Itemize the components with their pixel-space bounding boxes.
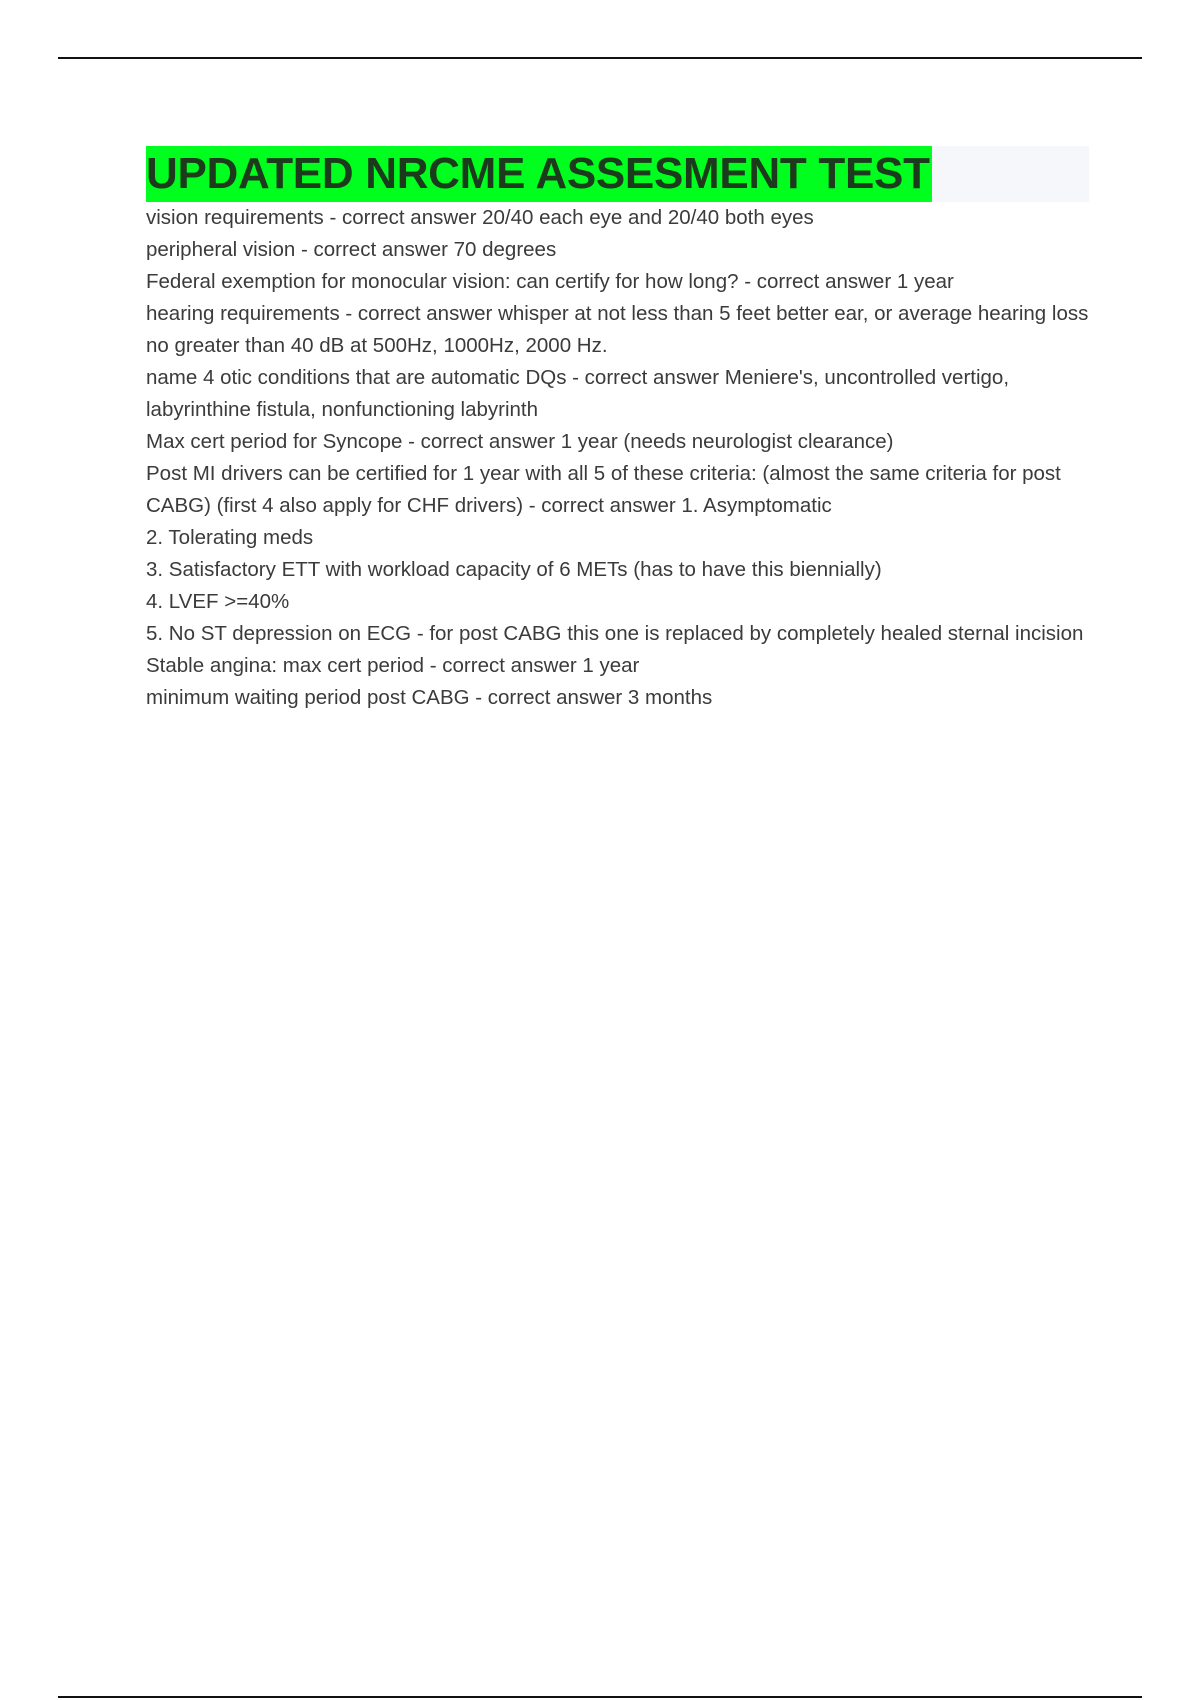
top-rule bbox=[58, 57, 1142, 59]
qa-entry-stable-angina: Stable angina: max cert period - correct answer 1 year bbox=[146, 654, 640, 677]
page-title: UPDATED NRCME ASSESMENT TEST bbox=[146, 146, 932, 202]
qa-subitem: 5. No ST depression on ECG - for post CABG this one is replaced by completely healed sternal incision bbox=[146, 622, 1084, 645]
qa-entry-monocular: Federal exemption for monocular vision: can certify for how long? - correct answer 1 year bbox=[146, 270, 954, 293]
qa-entry-peripheral: peripheral vision - correct answer 70 degrees bbox=[146, 238, 557, 261]
qa-entry-hearing: hearing requirements - correct answer whisper at not less than 5 feet better ear, or average hearing loss no greater than 40 dB at 500Hz, 1000Hz, 2000 Hz. bbox=[146, 302, 1089, 357]
qa-list bbox=[146, 202, 1089, 714]
title-bar bbox=[146, 146, 1089, 202]
qa-subitem: 4. LVEF >=40% bbox=[146, 590, 290, 613]
qa-entry-syncope: Max cert period for Syncope - correct answer 1 year (needs neurologist clearance) bbox=[146, 430, 894, 453]
bottom-rule bbox=[58, 1696, 1142, 1698]
qa-entry-vision: vision requirements - correct answer 20/40 each eye and 20/40 both eyes bbox=[146, 206, 814, 229]
document-body bbox=[146, 146, 1089, 714]
qa-entry-post-mi: Post MI drivers can be certified for 1 year with all 5 of these criteria: (almost the same criteria for post CABG) (first 4 also apply for CHF drivers) - correct answer 1. Asymptomatic bbox=[146, 462, 1061, 517]
qa-entry-cabg-wait: minimum waiting period post CABG - correct answer 3 months bbox=[146, 686, 713, 709]
qa-subitem: 3. Satisfactory ETT with workload capacity of 6 METs (has to have this biennially) bbox=[146, 558, 882, 581]
qa-subitem: 2. Tolerating meds bbox=[146, 526, 314, 549]
qa-entry-otic: name 4 otic conditions that are automatic DQs - correct answer Meniere's, uncontrolled vertigo, labyrinthine fistula, nonfunctioning labyrinth bbox=[146, 366, 1010, 421]
